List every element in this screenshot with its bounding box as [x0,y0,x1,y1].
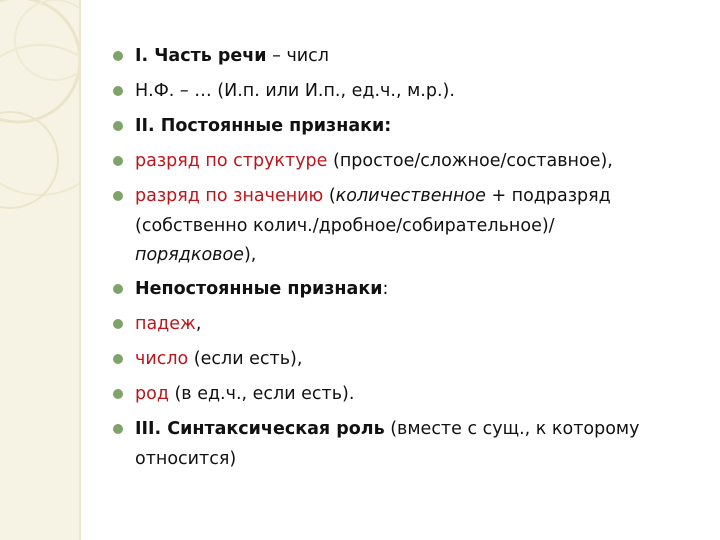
bullet-list [112,40,692,474]
bullet-icon [113,86,123,96]
item-bold-text: I. Часть речи [135,46,267,66]
slide-content [112,40,692,477]
item-text-line2: относится) [135,449,237,469]
decorative-side-band [0,0,80,540]
list-item-number [112,343,692,375]
item-italic-text: количественное [335,186,486,206]
item-text: (вместе с сущ., к которому [384,419,640,439]
item-red-text: разряд по структуре [135,151,328,171]
list-item-meaning-category [112,180,692,270]
item-red-text: род [135,384,169,404]
item-text: ), [243,245,257,265]
list-item-case [112,308,692,340]
item-red-text: падеж [135,314,196,334]
item-text: + подразряд [485,186,611,206]
list-item-initial-form [112,75,692,107]
item-bold-text: II. Постоянные признаки: [135,116,392,136]
bullet-icon [113,424,123,434]
list-item-gender [112,378,692,410]
bullet-icon [113,51,123,61]
bullet-icon [113,156,123,166]
bullet-icon [113,354,123,364]
list-item-variable-features [112,273,692,305]
side-band-edge [79,0,81,540]
item-text: – числ [266,46,329,66]
item-italic-text: порядковое [135,245,244,265]
list-item-syntactic-role [112,413,692,474]
list-item-constant-features [112,110,692,142]
item-red-text: разряд по значению [135,186,324,206]
item-text: ( [323,186,336,206]
item-bold-text: Непостоянные признаки [135,279,383,299]
list-item-part-of-speech [112,40,692,72]
item-text: (простое/сложное/составное), [327,151,613,171]
item-text: (в ед.ч., если есть). [168,384,355,404]
bullet-icon [113,284,123,294]
item-bold-text: III. Синтаксическая роль [135,419,385,439]
item-red-text: число [135,349,189,369]
bullet-icon [113,121,123,131]
item-text: , [195,314,202,334]
item-text-line2: (собственно колич./дробное/собирательное)/ [135,216,555,236]
bullet-icon [113,389,123,399]
list-item-structure-category [112,145,692,177]
bullet-icon [113,191,123,201]
item-text: : [382,279,389,299]
bullet-icon [113,319,123,329]
item-text: Н.Ф. – … (И.п. или И.п., ед.ч., м.р.). [135,81,455,101]
decorative-circles [0,0,80,540]
item-text: (если есть), [188,349,303,369]
